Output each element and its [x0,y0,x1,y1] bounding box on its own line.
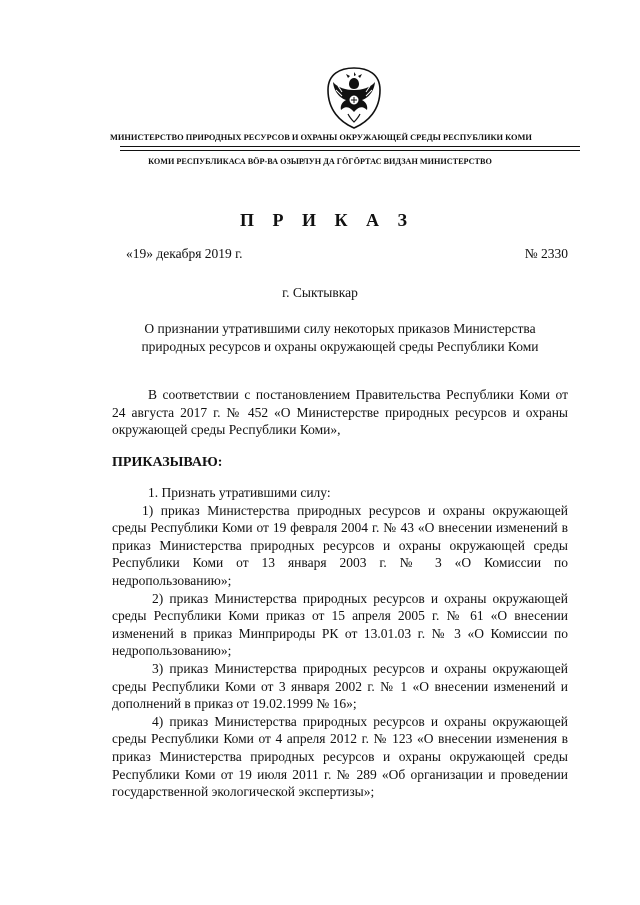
list-item: 1) приказ Министерства природных ресурсов и охраны окружающей среды Республики Коми от 19 февраля 2004 г. № 43 «О внесении изменений в приказ Министерства природных ресурсов и охраны окружающей среды Республики Коми от 13 января 2003 г. № 3 «О Комиссии по недропользованию»; [112,502,568,588]
order-city: г. Сыктывкар [282,285,358,300]
komi-republic-coat-of-arms-icon [324,66,384,130]
header-rule-thick [120,146,580,147]
list-item: 4) приказ Министерства природных ресурсов и охраны окружающей среды Республики Коми от 4 апреля 2012 г. № 123 «О внесении изменения в приказ Министерства природных ресурсов и охраны окружающей среды Республики Коми от 19 июля 2011 г. № 289 «Об организации и проведении государственной экологической экспертизы»; [112,713,568,800]
order-subject: О признании утратившими силу некоторых приказов Министерства природных ресурсов и охраны окружающей среды Республики Коми [141,321,539,354]
list-item: 2) приказ Министерства природных ресурсов и охраны окружающей среды Республики Коми приказ от 15 апреля 2005 г. № 61 «О внесении изменений в приказ Минприроды РК от 13.01.03 г. № 3 «О Комиссии по недропользованию»; [112,590,568,659]
order-date: «19» декабря 2019 г. [126,246,243,261]
list-item: 3) приказ Министерства природных ресурсов и охраны окружающей среды Республики Коми от 3 января 2002 г. № 1 «О внесении изменений и дополнений в приказ от 19.02.1999 № 16»; [112,660,568,712]
ministry-name-komi: КОМИ РЕСПУБЛИКАСА ВӦР-ВА ОЗЫРЛУН ДА ГӦГӦРТАС ВИДЗАН МИНИСТЕРСТВО [148,157,492,166]
order-keyword: ПРИКАЗЫВАЮ: [112,455,223,470]
ministry-name-ru: МИНИСТЕРСТВО ПРИРОДНЫХ РЕСУРСОВ И ОХРАНЫ ОКРУЖАЮЩЕЙ СРЕДЫ РЕСПУБЛИКИ КОМИ [110,133,532,142]
order-number: № 2330 [524,246,568,261]
order-body [112,484,568,801]
header-rule-thin [120,150,580,151]
point-1-heading: 1. Признать утратившими силу: [148,485,331,500]
preamble-paragraph: В соответствии с постановлением Правительства Республики Коми от 24 августа 2017 г. № 452 «О Министерстве природных ресурсов и охраны окружающей среды Республики Коми», [112,387,568,437]
document-title: П Р И К А З [239,210,415,230]
